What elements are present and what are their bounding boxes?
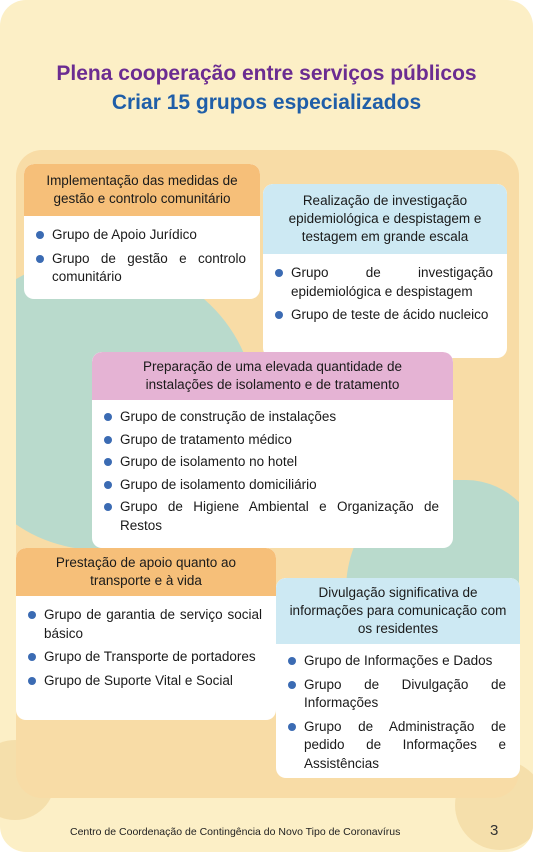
list-item: Grupo de tratamento médico	[104, 431, 439, 450]
section-heading: Preparação de uma elevada quantidade de instalações de isolamento e de tratamento	[92, 352, 453, 400]
section-list	[263, 254, 507, 338]
section-isolation-facilities	[92, 352, 453, 548]
section-list	[276, 644, 520, 778]
list-item: Grupo de Administração de pedido de Informações e Assistências	[288, 718, 506, 774]
section-list	[16, 596, 276, 703]
list-item: Grupo de construção de instalações	[104, 408, 439, 427]
section-list	[92, 400, 453, 547]
footer-text: Centro de Coordenação de Contingência do Novo Tipo de Coronavírus	[70, 826, 401, 838]
page-number: 3	[490, 822, 499, 839]
list-item: Grupo de Apoio Jurídico	[36, 226, 246, 245]
list-item: Grupo de Transporte de portadores	[28, 648, 262, 667]
title-block	[0, 60, 533, 118]
list-item: Grupo de isolamento domiciliário	[104, 476, 439, 495]
bullet-icon	[36, 255, 44, 263]
list-item: Grupo de Suporte Vital e Social	[28, 672, 262, 691]
list-item: Grupo de gestão e controlo comunitário	[36, 250, 246, 287]
list-item: Grupo de Informações e Dados	[288, 652, 506, 671]
bullet-icon	[104, 413, 112, 421]
bullet-icon	[288, 681, 296, 689]
section-heading: Divulgação significativa de informações para comunicação com os residentes	[276, 578, 520, 644]
bullet-icon	[104, 436, 112, 444]
page-subtitle: Criar 15 grupos especializados	[111, 91, 422, 114]
list-item: Grupo de Divulgação de Informações	[288, 676, 506, 713]
bullet-icon	[28, 653, 36, 661]
bullet-icon	[28, 677, 36, 685]
list-item: Grupo de Higiene Ambiental e Organização de Restos	[104, 498, 439, 535]
section-heading: Prestação de apoio quanto ao transporte e à vida	[16, 548, 276, 596]
bullet-icon	[104, 503, 112, 511]
bullet-icon	[288, 657, 296, 665]
list-item: Grupo de investigação epidemiológica e despistagem	[275, 264, 493, 301]
section-transport-support	[16, 548, 276, 720]
section-heading: Realização de investigação epidemiológica e despistagem e testagem em grande escala	[263, 184, 507, 254]
list-item: Grupo de isolamento no hotel	[104, 453, 439, 472]
section-resident-communication	[276, 578, 520, 778]
section-epidemiological-investigation	[263, 184, 507, 358]
bullet-icon	[28, 611, 36, 619]
bullet-icon	[288, 723, 296, 731]
bullet-icon	[275, 269, 283, 277]
bullet-icon	[275, 311, 283, 319]
section-heading: Implementação das medidas de gestão e controlo comunitário	[24, 164, 260, 216]
bullet-icon	[104, 458, 112, 466]
list-item: Grupo de garantia de serviço social básico	[28, 606, 262, 643]
section-list	[24, 216, 260, 299]
bullet-icon	[104, 481, 112, 489]
list-item: Grupo de teste de ácido nucleico	[275, 306, 493, 325]
page-title: Plena cooperação entre serviços públicos	[56, 62, 477, 85]
bullet-icon	[36, 231, 44, 239]
section-community-management	[24, 164, 260, 299]
